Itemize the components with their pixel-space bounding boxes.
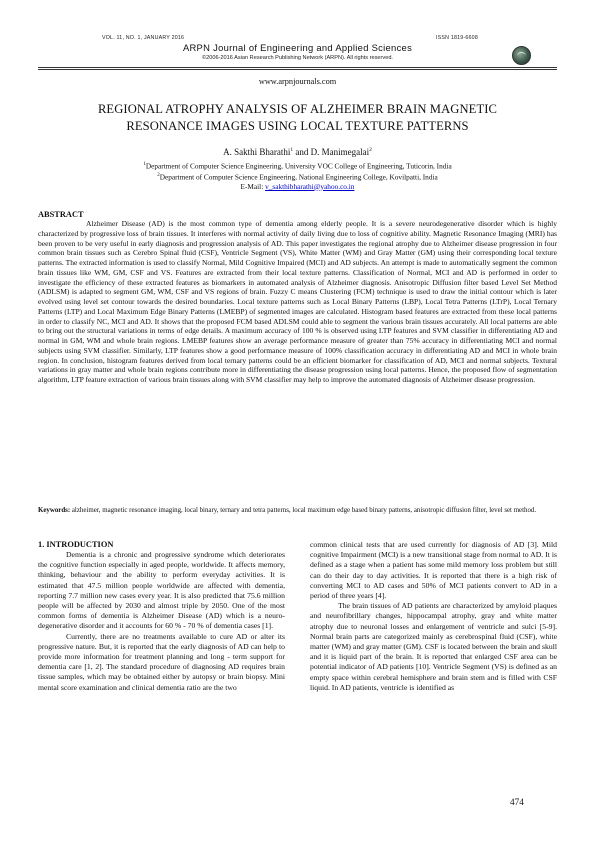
journal-url[interactable]: www.arpnjournals.com: [258, 77, 337, 86]
volume-info: VOL. 11, NO. 1, JANUARY 2016: [102, 35, 185, 41]
header-rule-bottom: [38, 69, 557, 70]
intro-heading: 1. INTRODUCTION: [38, 540, 114, 549]
keywords-text: alzheimer, magnetic resonance imaging, local binary, ternary and tetra patterns, local maximum edge based binary patterns, anisotropic diffusion filter, level set method.: [70, 507, 537, 514]
page-number: 474: [510, 797, 524, 807]
affiliations: [30, 160, 565, 191]
arpn-logo-icon: [512, 46, 531, 65]
email-link[interactable]: v_sakthibharathi@yahoo.co.in: [265, 181, 355, 191]
intro-paragraph-1: Dementia is a chronic and progressive syndrome which deteriorates the cognitive function especially in aged people, worldwide. It affects memory, thinking, behaviour and the ability to perform everyday activities. It is estimated that 47.5 million people worldwide are affected with dementia, reporting 7.7 million new cases every year. It is also predicted that 75.6 million people will be affected by 2030 and almost triple by 2050. One of the most common forms of dementia is Alzheimer Disease (AD) which is a neuro-degenerative disorder and it accounts for 60 % - 70 % of dementia cases [1].: [38, 550, 285, 631]
abstract-heading: ABSTRACT: [38, 210, 84, 219]
left-column: [38, 550, 285, 693]
article-title: [40, 101, 555, 134]
journal-name: ARPN Journal of Engineering and Applied Sciences: [182, 42, 413, 53]
intro-paragraph-3: common clinical tests that are used currently for diagnosis of AD [3]. Mild cognitive Impairment (MCI) is a new transitional stage from normal to AD. It is defined as a stage when a patient has some mild memory loss problem but still can do their day to day activities. It is reported that there is a high risk of converting MCI to AD cases and 50% of MCI patients convert to AD in a period of three years [4].: [310, 540, 557, 601]
authors: [0, 147, 595, 157]
author-1-sup: 1: [290, 147, 294, 153]
author-2: and D. Manimegalai: [293, 147, 370, 157]
affiliation-1: $^1$Department of Computer Science Engineering, University VOC College of Engineering, Tuticorin, India: [143, 161, 452, 171]
keywords: [38, 506, 557, 515]
intro-paragraph-2: Currently, there are no treatments available to cure AD or alter its progressive nature. But, it is reported that the early diagnosis of AD can help to provide more information for treatment planning and long - term support for dementia care [1, 2]. The standard procedure of diagnosing AD requires brain tissue samples, which may be obtained either by autopsy or brain biopsy. Mini mental score examination and clinical dementia ratio are the two: [38, 631, 285, 692]
right-column: [310, 540, 557, 693]
abstract-text: Alzheimer Disease (AD) is the most common type of dementia among elderly people. It is a severe neurodegenerative disorder which is highly characterized by progressive loss of brain tissues. It interferes with normal activity of daily living due to loss of cognitive ability. Magnetic Resonance Imaging (MRI) has been proven to be very useful in early diagnosis and progression analysis of AD. This paper investigates the regional atrophy due to Alzheimer disease progression in four common brain tissues such as Cerebro Spinal fluid (CSF), Ventricle Segment (VS), White Matter (WM) and Gray Matter (GM) using their corresponding local texture patterns. The extracted information is used to classify Normal, Mild Cognitive Impaired (MCI) and AD subjects. An attempt is made to automatically segment the common brain tissues like WM, GM, CSF and VS. Features are extracted from their local texture patterns. Classification of Normal, MCI and AD is performed in order to investigate the efficiency of these extracted features as biomarkers in automated analysis of Alzheimer diagnosis. Anisotropic Diffusion filter based Level Set Method (ADLSM) is adapted to segment GM, WM, CSF and VS regions of brain. Fuzzy C means Clustering (FCM) technique is used to draw the initial contour which is later evolved using level set contour towards the desired boundaries. Local texture patterns such as Local Binary Patterns (LBP), Local Tetra Patterns (LTrP), Local Ternary Patterns (LTP) and Local Maximum Edge Binary Patterns (LMEBP) of segmented images are calculated. Histogram based features are extracted from these local patterns in order to classify NC, MCI and AD. It shows that the proposed FCM based ADLSM could able to segment the various brain tissues accurately. All local patterns are able to bring out the structural variations in terms of edge details. A maximum accuracy of 100 % is observed using LTP features and SVM classifier in differentiating AD and normal in GM, WM and whole brain regions. LMEBP features show an average performance measure of greater than 75% accuracy in differentiating MCI and normal subjects using SVM classifier. Similarly, LTP features show a good performance measure of 100% classification accuracy in differentiating AD and MCI in whole brain region. In conclusion, histogram features derived from local ternary patterns could be an efficient biomarker for classification of AD, MCI and normal subjects. Textural variations in gray matter and whole brain regions contribute more in differentiating the disease progression using local patterns. Hence, the proposed flow of segmentation algorithm, LTP feature extraction of various brain tissues along with SVM classifier may help to improve the automated diagnosis of Alzheimer disease progression.: [38, 219, 557, 384]
author-2-sup: 2: [369, 147, 372, 153]
title-line-1: REGIONAL ATROPHY ANALYSIS OF ALZHEIMER BRAIN MAGNETIC: [97, 102, 498, 116]
email-line: E-Mail: v_sakthibharathi@yahoo.co.in: [240, 181, 355, 191]
copyright-notice: ©2006-2016 Asian Research Publishing Network (ARPN). All rights reserved.: [202, 55, 393, 61]
author-1: A. Sakthi Bharathi: [223, 147, 291, 157]
issn: ISSN 1819-6608: [436, 35, 478, 41]
affiliation-2: $^2$Department of Computer Science Engineering, National Engineering College, Kovilpatti, India: [157, 172, 438, 182]
title-line-2: RESONANCE IMAGES USING LOCAL TEXTURE PATTERNS: [126, 118, 469, 133]
header-rule-top: [38, 67, 557, 68]
keywords-label: Keywords:: [38, 507, 71, 514]
intro-paragraph-4: The brain tissues of AD patients are characterized by amyloid plaques and neurofibrillary changes, hippocampal atrophy, gray and white matter atrophy due to neuronal losses and enlargement of ventricle and sulci [5-9]. Normal brain parts are categorized mainly as cerebrospinal fluid (CSF), white matter (WM) and gray matter (GM). CSF is located between the brain and skull and it is liquid part of the brain. It is reported that enlarged CSF area can be potential indicator of AD patients [10]. Ventricle Segment (VS) is defined as an empty space within cerebral hemisphere and brain stem and is filled with CSF liquid. In AD patients, ventricle is identified as: [310, 601, 557, 692]
